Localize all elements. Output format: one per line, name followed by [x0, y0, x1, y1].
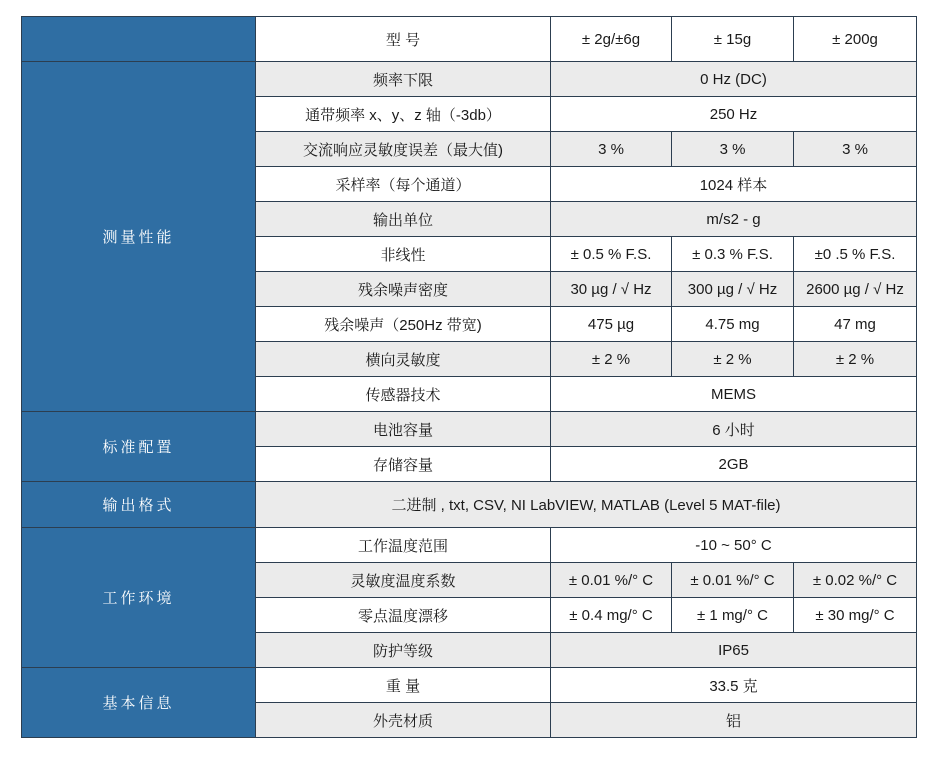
category-standard: 标准配置 [22, 412, 256, 482]
row-value: 250 Hz [551, 97, 917, 132]
row-value: 6 小时 [551, 412, 917, 447]
row-value: -10 ~ 50° C [551, 528, 917, 563]
row-value: 4.75 mg [672, 307, 794, 342]
row-value: ± 0.02 %/° C [794, 563, 917, 598]
row-value: IP65 [551, 633, 917, 668]
row-label: 零点温度漂移 [256, 598, 551, 633]
row-value: 3 % [672, 132, 794, 167]
row-label: 采样率（每个通道） [256, 167, 551, 202]
row-value: 2GB [551, 447, 917, 482]
table-row [22, 412, 917, 447]
row-value: 0 Hz (DC) [551, 62, 917, 97]
table-row [22, 482, 917, 528]
row-label: 频率下限 [256, 62, 551, 97]
row-value: 33.5 克 [551, 668, 917, 703]
table-row [22, 62, 917, 97]
row-value: ± 2 % [672, 342, 794, 377]
model-15g: ± 15g [672, 17, 794, 62]
row-label: 防护等级 [256, 633, 551, 668]
row-label: 残余噪声（250Hz 带宽) [256, 307, 551, 342]
category-measurement: 测量性能 [22, 62, 256, 412]
row-value: 30 µg / √ Hz [551, 272, 672, 307]
row-label: 存储容量 [256, 447, 551, 482]
category-output: 输出格式 [22, 482, 256, 528]
table-row [22, 668, 917, 703]
row-label: 非线性 [256, 237, 551, 272]
row-value: m/s2 - g [551, 202, 917, 237]
row-label: 重 量 [256, 668, 551, 703]
row-label: 通带频率 x、y、z 轴（-3db） [256, 97, 551, 132]
row-value: MEMS [551, 377, 917, 412]
row-label: 灵敏度温度系数 [256, 563, 551, 598]
output-format-value: 二进制 , txt, CSV, NI LabVIEW, MATLAB (Level 5 MAT-file) [256, 482, 917, 528]
row-value: 475 µg [551, 307, 672, 342]
row-value: 3 % [551, 132, 672, 167]
row-value: ± 0.4 mg/° C [551, 598, 672, 633]
row-value: 300 µg / √ Hz [672, 272, 794, 307]
spec-table [21, 16, 917, 738]
row-value: 1024 样本 [551, 167, 917, 202]
row-value: ± 0.5 % F.S. [551, 237, 672, 272]
header-corner [22, 17, 256, 62]
header-label: 型 号 [256, 17, 551, 62]
row-label: 电池容量 [256, 412, 551, 447]
header-row [22, 17, 917, 62]
row-value: 铝 [551, 703, 917, 738]
row-value: ± 30 mg/° C [794, 598, 917, 633]
row-value: ±0 .5 % F.S. [794, 237, 917, 272]
row-value: ± 2 % [551, 342, 672, 377]
category-basic: 基本信息 [22, 668, 256, 738]
model-2g-6g: ± 2g/±6g [551, 17, 672, 62]
row-value: 3 % [794, 132, 917, 167]
row-label: 残余噪声密度 [256, 272, 551, 307]
row-value: ± 0.3 % F.S. [672, 237, 794, 272]
row-value: ± 1 mg/° C [672, 598, 794, 633]
row-value: 47 mg [794, 307, 917, 342]
row-label: 输出单位 [256, 202, 551, 237]
model-200g: ± 200g [794, 17, 917, 62]
table-row [22, 528, 917, 563]
row-label: 传感器技术 [256, 377, 551, 412]
row-label: 工作温度范围 [256, 528, 551, 563]
category-environment: 工作环境 [22, 528, 256, 668]
row-label: 外壳材质 [256, 703, 551, 738]
row-value: ± 2 % [794, 342, 917, 377]
row-value: 2600 µg / √ Hz [794, 272, 917, 307]
row-value: ± 0.01 %/° C [551, 563, 672, 598]
row-label: 横向灵敏度 [256, 342, 551, 377]
row-label: 交流响应灵敏度误差（最大值) [256, 132, 551, 167]
row-value: ± 0.01 %/° C [672, 563, 794, 598]
